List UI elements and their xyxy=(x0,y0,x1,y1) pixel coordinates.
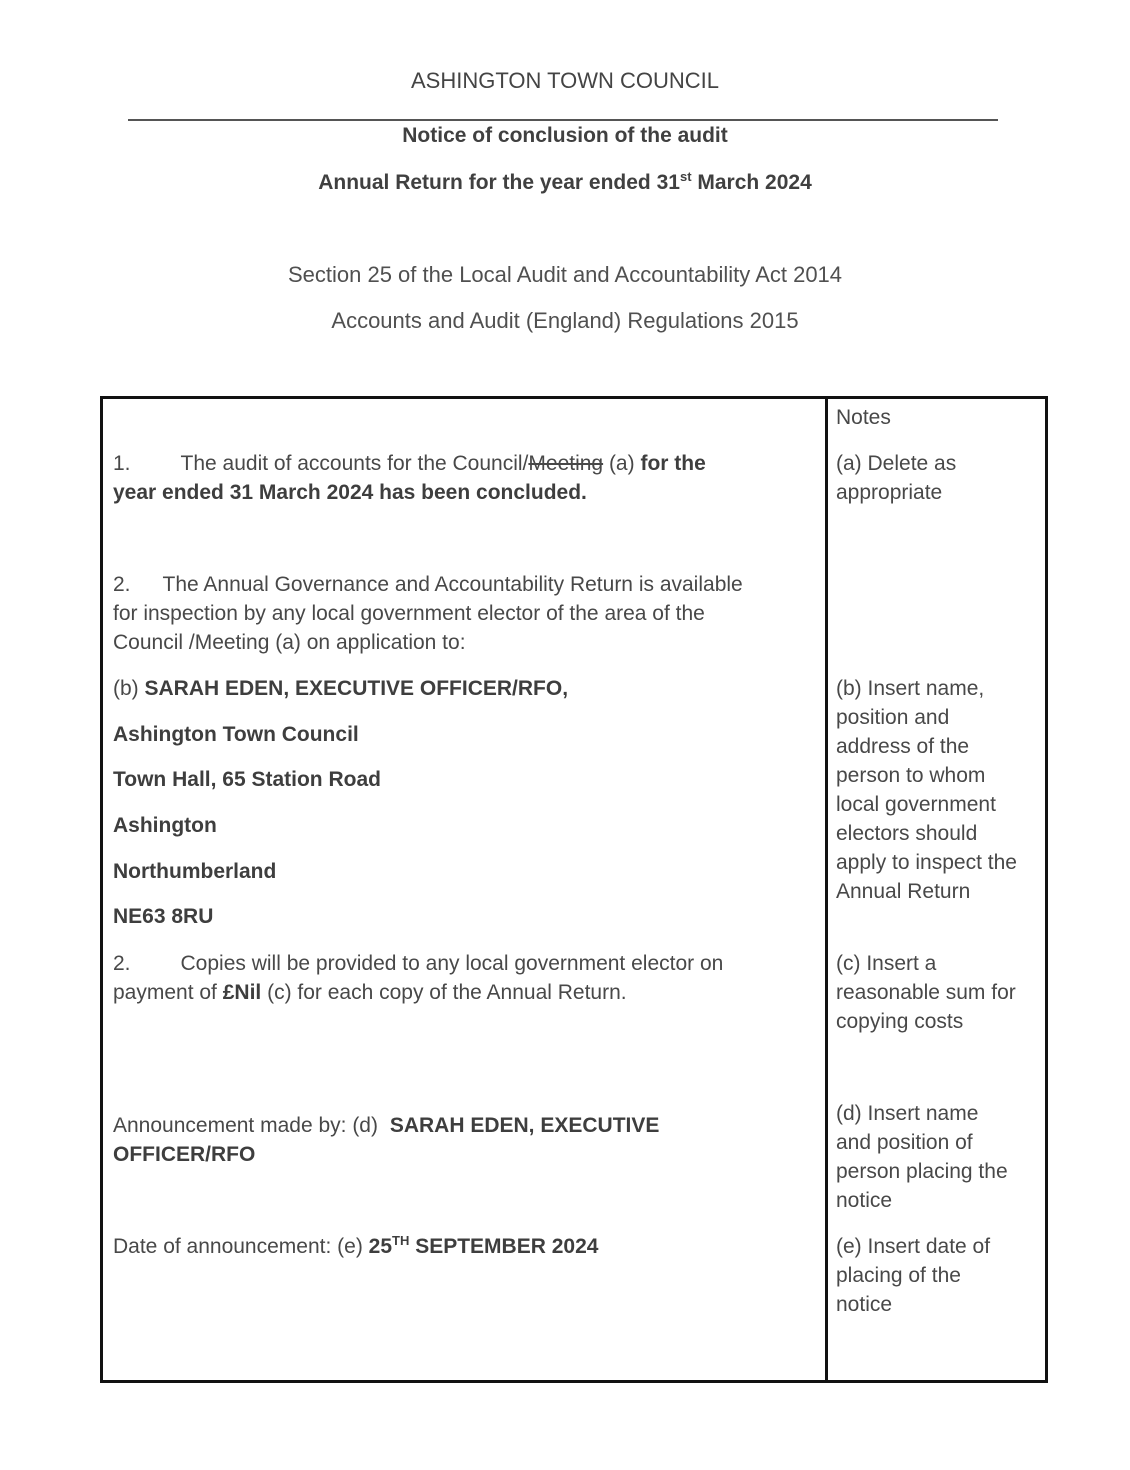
annual-title-month: March 2024 xyxy=(691,171,812,194)
date-day-sup: TH xyxy=(392,1233,410,1248)
note-e xyxy=(836,1232,990,1319)
contact-street: Town Hall, 65 Station Road xyxy=(113,768,381,791)
note-d-line: notice xyxy=(836,1189,893,1212)
contact-name-line xyxy=(113,674,568,703)
item-1-struck-text: Meeting xyxy=(528,452,604,475)
contact-organisation: Ashington Town Council xyxy=(113,723,359,746)
item-1-bold-a: for the xyxy=(640,452,706,475)
note-d-line: person placing the xyxy=(836,1160,1008,1183)
item-3-text-post: (c) for each copy of the Annual Return. xyxy=(261,981,627,1004)
header-rule xyxy=(128,119,998,121)
item-2-text: The Annual Governance and Accountability Return is available xyxy=(162,573,743,596)
contact-county: Northumberland xyxy=(113,860,277,883)
annual-return-title xyxy=(0,171,1130,195)
note-b-line: local government xyxy=(836,793,996,816)
announcement-date-line xyxy=(113,1232,598,1261)
note-b-line: electors should xyxy=(836,822,978,845)
note-e-line: (e) Insert date of xyxy=(836,1235,991,1258)
note-b xyxy=(836,674,1017,906)
item-1-line-1 xyxy=(113,449,706,478)
note-c-line: (c) Insert a xyxy=(836,952,937,975)
item-1-line-2: year ended 31 March 2024 has been concluded. xyxy=(113,481,587,504)
announcement-name: SARAH EDEN, EXECUTIVE xyxy=(389,1114,660,1137)
note-d-line: (d) Insert name xyxy=(836,1102,979,1125)
note-b-line: position and xyxy=(836,706,950,729)
notes-heading: Notes xyxy=(836,406,891,429)
note-b-line: apply to inspect the xyxy=(836,851,1017,874)
date-rest: SEPTEMBER 2024 xyxy=(409,1235,599,1258)
note-b-line: Annual Return xyxy=(836,880,971,903)
act-reference: Section 25 of the Local Audit and Accountability Act 2014 xyxy=(287,262,843,287)
item-3-text-pre: payment of xyxy=(113,981,223,1004)
annual-title-sup: st xyxy=(679,169,692,184)
note-a-line: (a) Delete as xyxy=(836,452,957,475)
item-3-line-1 xyxy=(113,949,723,978)
note-a xyxy=(836,449,956,507)
contact-prefix: (b) xyxy=(113,677,145,700)
announcement-line-1 xyxy=(113,1111,659,1140)
item-2-line-1 xyxy=(113,570,743,599)
item-2-line-2: for inspection by any local government elector of the area of the xyxy=(113,602,705,625)
annual-title-text: Annual Return for the year ended 31 xyxy=(318,171,680,194)
copy-fee: £Nil xyxy=(222,981,262,1004)
item-3-number: 2. xyxy=(113,952,131,975)
announcement-label: Announcement made by: (d) xyxy=(113,1114,384,1137)
note-d xyxy=(836,1099,1008,1215)
note-d-line: and position of xyxy=(836,1131,973,1154)
note-b-line: (b) Insert name, xyxy=(836,677,985,700)
contact-name: SARAH EDEN, EXECUTIVE OFFICER/RFO, xyxy=(144,677,569,700)
note-b-line: person to whom xyxy=(836,764,986,787)
date-day: 25 xyxy=(368,1235,393,1258)
council-name: ASHINGTON TOWN COUNCIL xyxy=(410,68,720,93)
item-1-ref: (a) xyxy=(603,452,641,475)
item-3-line-2 xyxy=(113,978,627,1007)
note-c-line: copying costs xyxy=(836,1010,964,1033)
item-3-text: Copies will be provided to any local government elector on xyxy=(180,952,724,975)
contact-town: Ashington xyxy=(113,814,217,837)
notice-table xyxy=(100,396,1048,1383)
item-1-text: The audit of accounts for the Council/ xyxy=(180,452,529,475)
note-c-line: reasonable sum for xyxy=(836,981,1016,1004)
contact-postcode: NE63 8RU xyxy=(113,905,214,928)
item-2-line-3: Council /Meeting (a) on application to: xyxy=(113,631,466,654)
date-label: Date of announcement: (e) xyxy=(113,1235,369,1258)
announcement-line-2: OFFICER/RFO xyxy=(113,1143,256,1166)
note-a-line: appropriate xyxy=(836,481,943,504)
item-1-number: 1. xyxy=(113,452,131,475)
note-e-line: notice xyxy=(836,1293,893,1316)
note-c xyxy=(836,949,1016,1036)
column-divider xyxy=(825,399,828,1380)
note-b-line: address of the xyxy=(836,735,970,758)
note-e-line: placing of the xyxy=(836,1264,961,1287)
regulations-reference: Accounts and Audit (England) Regulations 2015 xyxy=(331,308,799,333)
notice-title: Notice of conclusion of the audit xyxy=(402,124,728,147)
item-2-number: 2. xyxy=(113,573,131,596)
